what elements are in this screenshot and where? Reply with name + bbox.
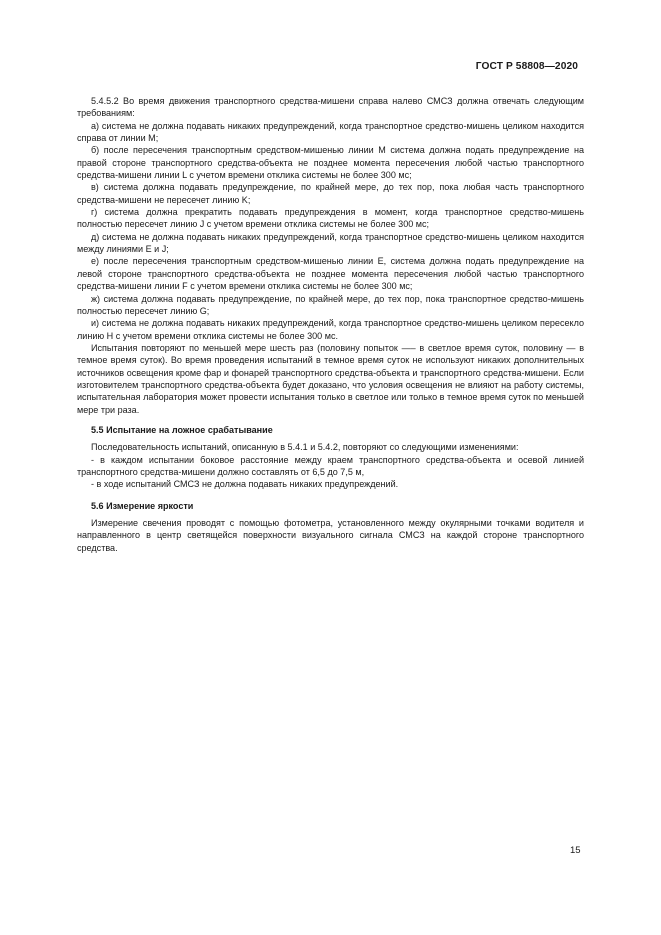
requirement-e: е) после пересечения транспортным средством-мишенью линии E, система должна подать предупреждение на левой стороне транспортного средства-объекта не позднее момента пересечения любой частью транспортного средства-мишени линии F с учетом времени отклика системы не более 300 мс;	[77, 256, 584, 292]
list-item: - в ходе испытаний СМСЗ не должна подавать никаких предупреждений.	[91, 479, 399, 490]
requirement-zh: ж) система должна подавать предупреждение, по крайней мере, до тех пор, пока транспортное средство-мишень полностью пересечет линию G;	[77, 293, 584, 316]
requirement-g: г) система должна прекратить подавать предупреждения в момент, когда транспортное средство-мишень полностью пересечет линию J с учетом времени отклика системы не более 300 мс;	[77, 207, 584, 230]
requirement-b: б) после пересечения транспортным средством-мишенью линии М система должна подать предупреждение на правой стороне транспортного средства-объекта не позднее момента пересечения любой частью транспортного средства-мишени линии L с учетом времени отклика системы не более 300 мс;	[77, 145, 584, 181]
document-body	[77, 95, 584, 554]
heading-5-6: 5.6 Измерение яркости	[91, 500, 194, 511]
requirement-v: в) система должна подавать предупреждение, по крайней мере, до тех пор, пока любая часть транспортного средства-мишени не пересечет линию K;	[77, 182, 584, 205]
paragraph-5-4-5-2-intro: 5.4.5.2 Во время движения транспортного средства-мишени справа налево СМСЗ должна отвечать следующим требованиям:	[77, 96, 584, 119]
paragraph-5-6: Измерение свечения проводят с помощью фотометра, установленного между окулярными точками водителя и направленного в центр светящейся поверхности визуального сигнала СМСЗ на каждой стороне транспортного средства.	[77, 518, 584, 553]
list-item: - в каждом испытании боковое расстояние между краем транспортного средства-объекта и осевой линией транспортного средства-мишени должно составлять от 6,5 до 7,5 м,	[77, 454, 584, 477]
paragraph-5-5-intro: Последовательность испытаний, описанную в 5.4.1 и 5.4.2, повторяют со следующими изменениями:	[91, 442, 519, 453]
heading-5-5: 5.5 Испытание на ложное срабатывание	[91, 424, 273, 435]
requirement-i: и) система не должна подавать никаких предупреждений, когда транспортное средство-мишень целиком пересекло линию H с учетом времени отклика системы не более 300 мс.	[77, 318, 584, 341]
page-number: 15	[570, 845, 581, 856]
standard-header: ГОСТ Р 58808—2020	[475, 61, 578, 72]
requirement-a: а) система не должна подавать никаких предупреждений, когда транспортное средство-мишень целиком находится справа от линии М;	[77, 120, 584, 144]
requirement-d: д) система не должна подавать никаких предупреждений, когда транспортное средство-мишень целиком находится между линиями E и J;	[77, 231, 584, 255]
paragraph-tests: Испытания повторяют по меньшей мере шесть раз (половину попыток —– в светлое время суток, половину — в темное время суток). Во время проведения испытаний в темное время суток не используют никаких дополнительных источников освещения кроме фар и фонарей транспортного средства-объекта и транспортного средства-мишени. Если изготовителем транспортного средства-объекта будет доказано, что условия освещения не влияют на работу системы, испытательная лаборатория может провести испытания только в светлое или только в темное время суток по меньшей мере три раза.	[77, 342, 584, 415]
